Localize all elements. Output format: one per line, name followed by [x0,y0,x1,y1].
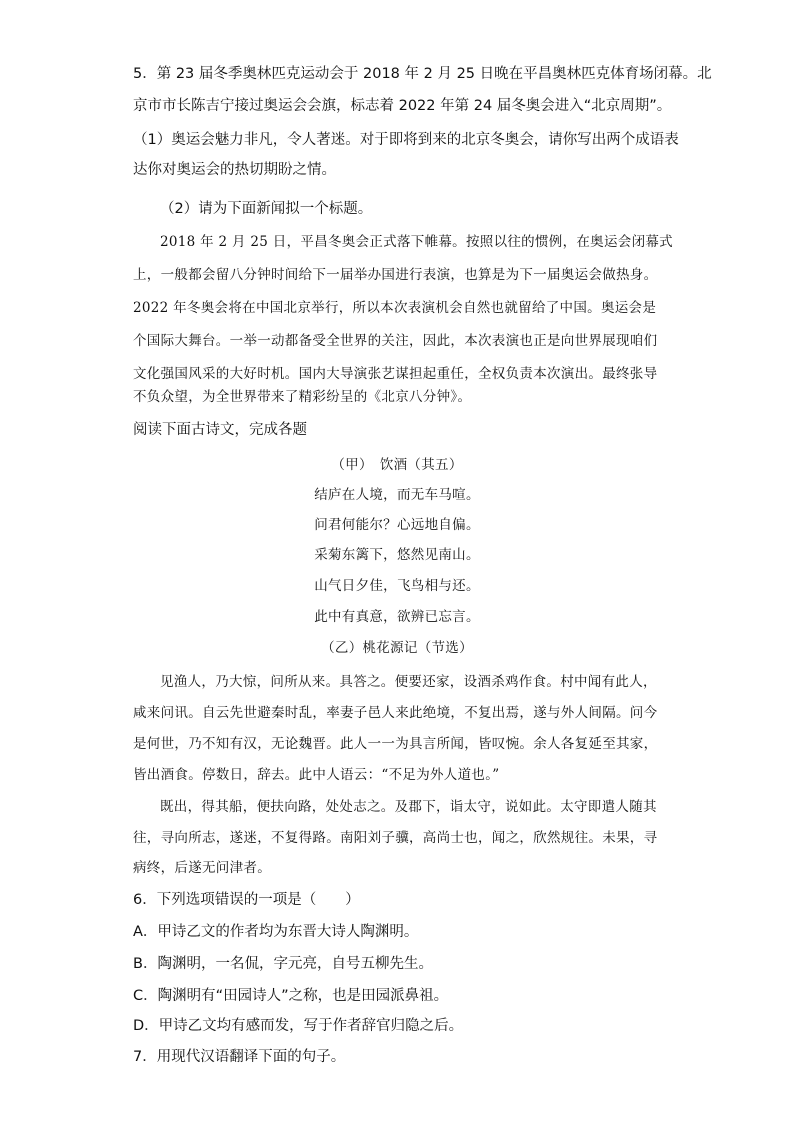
news-line-1: 2018 年 2 月 25 日，平昌冬奥会正式落下帷幕。按照以往的惯例，在奥运会闭幕式 [160,234,673,250]
q6-option-d: D．甲诗乙文均有感而发，写于作者辞官归隐之后。 [133,1018,464,1034]
reading-instruction: 阅读下面古诗文，完成各题 [133,422,307,438]
news-line-3: 2022 年冬奥会将在中国北京举行，所以本次表演机会自然也就留给了中国。奥运会是 [133,300,657,316]
q6-option-a: A．甲诗乙文的作者均为东晋大诗人陶渊明。 [133,924,419,940]
news-line-2: 上，一般都会留八分钟时间给下一届举办国进行表演，也算是为下一届奥运会做热身。 [133,267,658,283]
prose-p1-line-4: 皆出酒食。停数日，辞去。此中人语云：“不足为外人道也。” [133,767,500,783]
poem-line-5: 此中有真意，欲辨已忘言。 [314,609,480,625]
poem-line-4: 山气日夕佳，飞鸟相与还。 [314,578,480,594]
prose-p2-line-2: 往，寻向所志，遂迷，不复得路。南阳刘子骥，高尚士也，闻之，欣然规往。未果，寻 [133,830,658,846]
news-line-6: 不负众望，为全世界带来了精彩纷呈的《北京八分钟》。 [133,389,472,405]
prose-p1-line-2: 咸来问讯。自云先世避秦时乱，率妻子邑人来此绝境，不复出焉，遂与外人间隔。问今 [133,705,658,721]
q6-option-c: C．陶渊明有“田园诗人”之称，也是田园派鼻祖。 [133,988,449,1004]
q6-stem: 6．下列选项错误的一项是（ ） [133,892,360,908]
prose-p1-line-3: 是何世，乃不知有汉，无论魏晋。此人一一为具言所闻，皆叹惋。余人各复延至其家， [133,736,658,752]
poem-line-2: 问君何能尔？心远地自偏。 [314,517,480,533]
news-line-4: 个国际大舞台。一举一动都备受全世界的关注，因此，本次表演也正是向世界展现咱们 [133,333,658,349]
news-line-5: 文化强国风采的大好时机。国内大导演张艺谋担起重任，全权负责本次演出。最终张导 [133,366,658,382]
poem-line-3: 采菊东篱下，悠然见南山。 [314,547,480,563]
poem-line-1: 结庐在人境，而无车马喧。 [314,487,480,503]
prose-p2-line-3: 病终，后遂无问津者。 [133,860,271,876]
q6-option-b: B．陶渊明，一名侃，字元亮，自号五柳先生。 [133,956,433,972]
q7-stem: 7．用现代汉语翻译下面的句子。 [133,1049,346,1065]
q5-intro-line-2: 京市市长陈吉宁接过奥运会会旗，标志着 2022 年第 24 届冬奥会进入“北京周期”。 [133,98,672,114]
prose-p1-line-1: 见渔人，乃大惊，问所从来。具答之。便要还家，设酒杀鸡作食。村中闻有此人， [160,674,657,690]
q5-sub1-line-1: （1）奥运会魅力非凡，令人著迷。对于即将到来的北京冬奥会，请你写出两个成语表 [133,132,679,148]
poem-title: （甲） 饮酒（其五） [331,457,463,473]
prose-p2-line-1: 既出，得其船，便扶向路，处处志之。及郡下，诣太守，说如此。太守即遣人随其 [160,799,657,815]
prose-title: （乙）桃花源记（节选） [321,640,473,656]
q5-sub1-line-2: 达你对奥运会的热切期盼之情。 [133,162,336,178]
q5-intro-line-1: 5．第 23 届冬季奥林匹克运动会于 2018 年 2 月 25 日晚在平昌奥林匹克体育场闭幕。北 [133,66,712,82]
q5-sub2: （2）请为下面新闻拟一个标题。 [160,201,373,217]
